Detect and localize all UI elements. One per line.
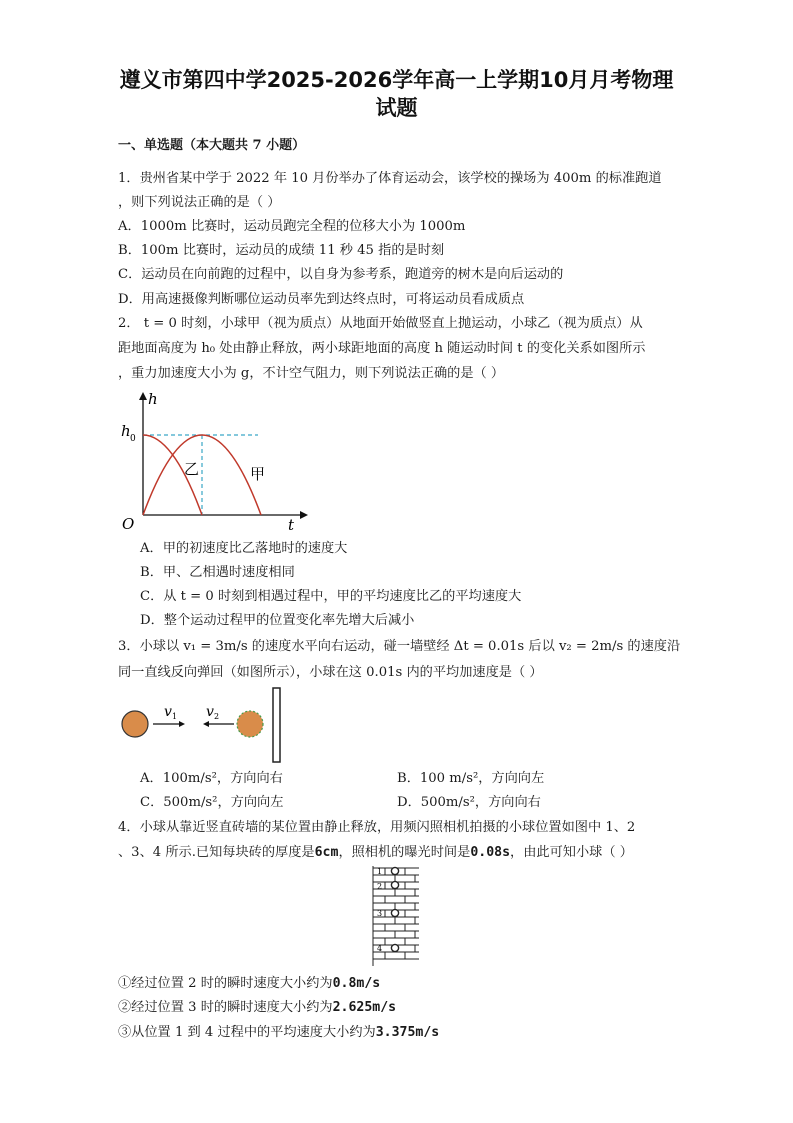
curve-jia: [143, 435, 261, 515]
q2-option-c: C．从 t = 0 时刻到相遇过程中，甲的平均速度比乙的平均速度大: [140, 589, 522, 604]
origin-label: O: [122, 515, 135, 533]
v2-label: v: [206, 704, 214, 720]
axis-t-label: t: [288, 516, 295, 534]
q4-exposure-time: 0.08s: [470, 845, 511, 860]
q2-stem-line-1: 2． t = 0 时刻，小球甲（视为质点）从地面开始做竖直上抛运动，小球乙（视为质点）从: [118, 316, 643, 331]
pos-label-1: 1: [377, 867, 383, 876]
q4-statement-1: [118, 975, 380, 993]
ball-right: [237, 711, 263, 737]
ball-position-2: [391, 881, 398, 888]
q4-stem-part-1: 、3、4 所示.已知每块砖的厚度是: [118, 845, 315, 860]
q1-option-a: A．1000m 比赛时，运动员跑完全程的位移大小为 1000m: [118, 219, 466, 234]
q4-stem-part-2: ，照相机的曝光时间是: [338, 845, 471, 860]
q4-statement-1-value: 0.8m/s: [332, 976, 381, 991]
title-line-1: 遵义市第四中学2025-2026学年高一上学期10月月考物理: [119, 68, 674, 92]
section-heading: 一、单选题（本大题共 7 小题）: [118, 138, 306, 153]
q4-statement-3-text: ③从位置 1 到 4 过程中的平均速度大小约为: [118, 1025, 376, 1040]
q1-stem-line-2: ，则下列说法正确的是（ ）: [118, 195, 281, 210]
q4-statement-2-value: 2.625m/s: [332, 1000, 397, 1015]
q2-option-b: B．甲、乙相遇时速度相同: [140, 565, 295, 580]
ball-left: [122, 711, 148, 737]
q1-option-b: B．100m 比赛时，运动员的成绩 11 秒 45 指的是时刻: [118, 243, 445, 258]
ball-position-1: [391, 867, 398, 874]
q2-stem-line-3: ，重力加速度大小为 g，不计空气阻力，则下列说法正确的是（ ）: [118, 366, 505, 381]
h0-label: h: [121, 422, 131, 440]
pos-label-2: 2: [377, 882, 383, 891]
q4-stem-line-2: [118, 844, 633, 862]
ball-position-4: [391, 944, 398, 951]
title-line-2: 试题: [375, 96, 418, 120]
q3-option-c: C．500m/s²，方向向左: [140, 795, 284, 810]
q1-stem-line-1: 1．贵州省某中学于 2022 年 10 月份举办了体育运动会，该学校的操场为 400m 的标准跑道: [118, 171, 662, 186]
q3-stem-line-2: 同一直线反向弹回（如图所示），小球在这 0.01s 内的平均加速度是（ ）: [118, 665, 543, 680]
pos-label-3: 3: [377, 909, 383, 918]
q4-brick-thickness: 6cm: [314, 845, 339, 860]
q2-height-time-graph: [118, 390, 308, 535]
h0-subscript: 0: [130, 434, 136, 444]
q3-option-a: A．100m/s²，方向向右: [140, 771, 283, 786]
v1-subscript: 1: [172, 712, 178, 721]
q3-wall-collision-figure: [118, 688, 288, 763]
q3-stem-line-1: 3．小球以 v₁ = 3m/s 的速度水平向右运动，碰一墙壁经 Δt = 0.01s 后以 v₂ = 2m/s 的速度沿: [118, 639, 681, 654]
v2-subscript: 2: [214, 712, 220, 721]
label-yi: 乙: [184, 460, 200, 478]
axis-h-label: h: [148, 390, 158, 408]
q3-option-b: B．100 m/s²，方向向左: [397, 771, 545, 786]
q3-option-d: D．500m/s²，方向向右: [397, 795, 541, 810]
q4-statement-3: [118, 1024, 439, 1042]
q2-option-d: D．整个运动过程甲的位置变化率先增大后减小: [140, 613, 415, 628]
pos-label-4: 4: [377, 944, 383, 953]
document-title: [60, 66, 733, 122]
q1-option-d: D．用高速摄像判断哪位运动员率先到达终点时，可将运动员看成质点: [118, 292, 525, 307]
q2-option-a: A．甲的初速度比乙落地时的速度大: [140, 541, 348, 556]
q4-brick-wall-figure: [373, 866, 421, 966]
v1-label: v: [164, 704, 172, 720]
q4-stem-line-1: 4．小球从靠近竖直砖墙的某位置由静止释放，用频闪照相机拍摄的小球位置如图中 1、2: [118, 820, 636, 835]
q4-stem-part-3: ，由此可知小球（ ）: [510, 845, 633, 860]
label-jia: 甲: [250, 465, 266, 483]
q4-statement-1-text: ①经过位置 2 时的瞬时速度大小约为: [118, 976, 333, 991]
q4-statement-2-text: ②经过位置 3 时的瞬时速度大小约为: [118, 1000, 333, 1015]
q4-statement-3-value: 3.375m/s: [375, 1025, 440, 1040]
ball-position-3: [391, 909, 398, 916]
q4-statement-2: [118, 999, 396, 1017]
wall: [273, 688, 280, 762]
q1-option-c: C．运动员在向前跑的过程中，以自身为参考系，跑道旁的树木是向后运动的: [118, 267, 564, 282]
q2-stem-line-2: 距地面高度为 h₀ 处由静止释放，两小球距地面的高度 h 随运动时间 t 的变化关系如图所示: [118, 341, 646, 356]
